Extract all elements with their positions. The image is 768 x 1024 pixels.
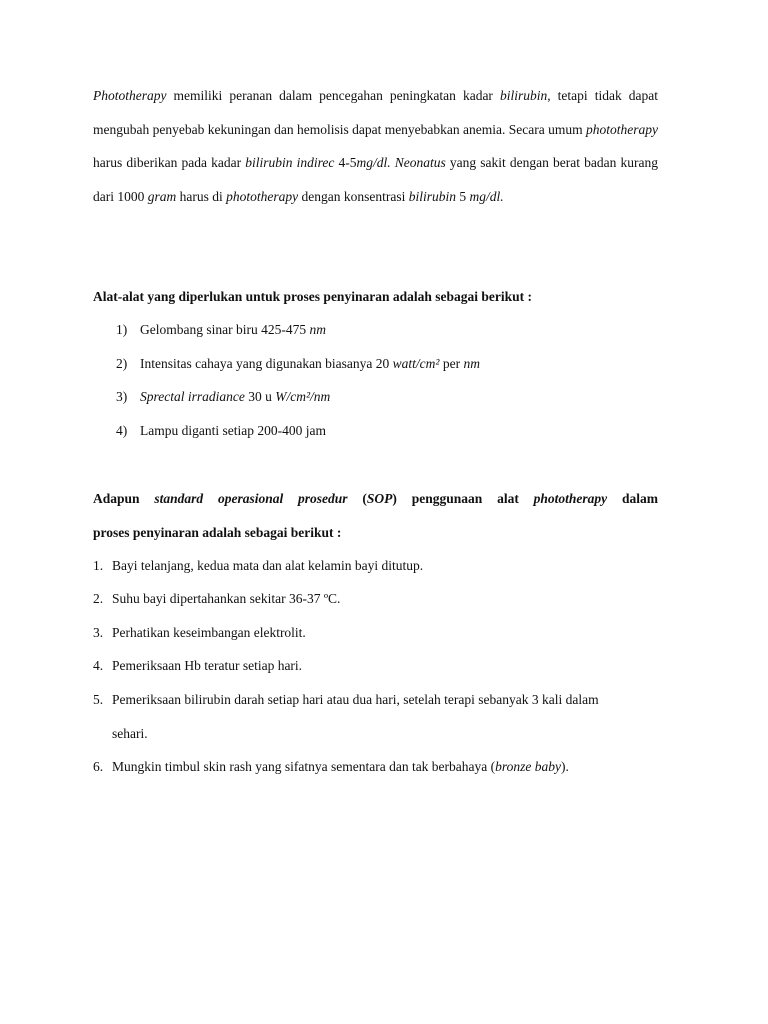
list-item: Perhatikan keseimbangan elektrolit. — [112, 625, 306, 640]
item-number: 2) — [116, 356, 128, 371]
item-number: 5. — [93, 692, 104, 707]
list-item — [116, 322, 127, 338]
intro-term: bilirubin — [499, 88, 548, 103]
item-number: 6. — [93, 759, 104, 774]
list-item: Pemeriksaan Hb teratur setiap hari. — [112, 658, 303, 673]
item-number: 3. — [93, 625, 104, 640]
intro-term: Phototherapy — [93, 88, 167, 103]
intro-text: harus diberikan pada kadar — [93, 155, 246, 170]
list-item — [116, 356, 127, 372]
intro-text: harus di — [176, 188, 227, 204]
list-item: Bayi telanjang, kedua mata dan alat kelamin bayi ditutup. — [112, 558, 424, 573]
intro-paragraph — [93, 79, 658, 213]
list-item: Mungkin timbul skin rash yang sifatnya sementara dan tak berbahaya (bronze baby). — [112, 759, 569, 774]
sop-heading-line2: proses penyinaran adalah sebagai berikut : — [93, 525, 342, 540]
item-number: 3) — [116, 389, 128, 404]
intro-text: 4-5 — [334, 155, 357, 170]
list-item-text: Gelombang sinar biru 425-475 nm — [140, 322, 326, 337]
item-number: 4) — [116, 423, 128, 438]
list-item — [116, 389, 127, 405]
intro-text: , tetapi tidak dapat mengubah penyebab kekuningan dan hemolisis dapat menyebabkan anemia. Secara umum — [93, 88, 658, 137]
intro-term: phototherapy — [226, 188, 299, 204]
intro-term: bilirubin — [408, 188, 457, 204]
list-item-text: Lampu diganti setiap 200-400 jam — [140, 423, 326, 438]
intro-term: mg/dl. — [469, 188, 504, 204]
intro-term: gram — [147, 188, 177, 204]
item-number: 2. — [93, 591, 104, 606]
intro-term: phototherapy — [586, 121, 658, 137]
list-item — [116, 423, 127, 439]
item-number: 1. — [93, 558, 104, 573]
tools-heading: Alat-alat yang diperlukan untuk proses penyinaran adalah sebagai berikut : — [93, 289, 532, 304]
list-item-text: Intensitas cahaya yang digunakan biasanya 20 watt/cm² per nm — [140, 356, 480, 371]
intro-term: mg/dl. Neonatus — [356, 155, 446, 170]
list-item: Pemeriksaan bilirubin darah setiap hari atau dua hari, setelah terapi sebanyak 3 kali dalam — [112, 692, 599, 707]
list-item: Suhu bayi dipertahankan sekitar 36-37 ºC. — [112, 591, 341, 606]
item-number: 4. — [93, 658, 104, 673]
list-item-continuation: sehari. — [112, 726, 148, 741]
intro-term: bilirubin indirec — [245, 155, 335, 170]
item-number: 1) — [116, 322, 128, 337]
intro-text: yang sakit dengan berat badan kurang dari 1000 — [93, 155, 659, 204]
sop-heading: Adapun standard operasional prosedur (SOP) penggunaan alat phototherapy dalam — [93, 491, 658, 506]
list-item-text: Sprectal irradiance 30 u W/cm²/nm — [140, 389, 331, 404]
intro-text: dengan konsentrasi — [298, 188, 409, 204]
intro-text: 5 — [456, 188, 470, 204]
intro-text: memiliki peranan dalam pencegahan peningkatan kadar — [166, 88, 500, 103]
